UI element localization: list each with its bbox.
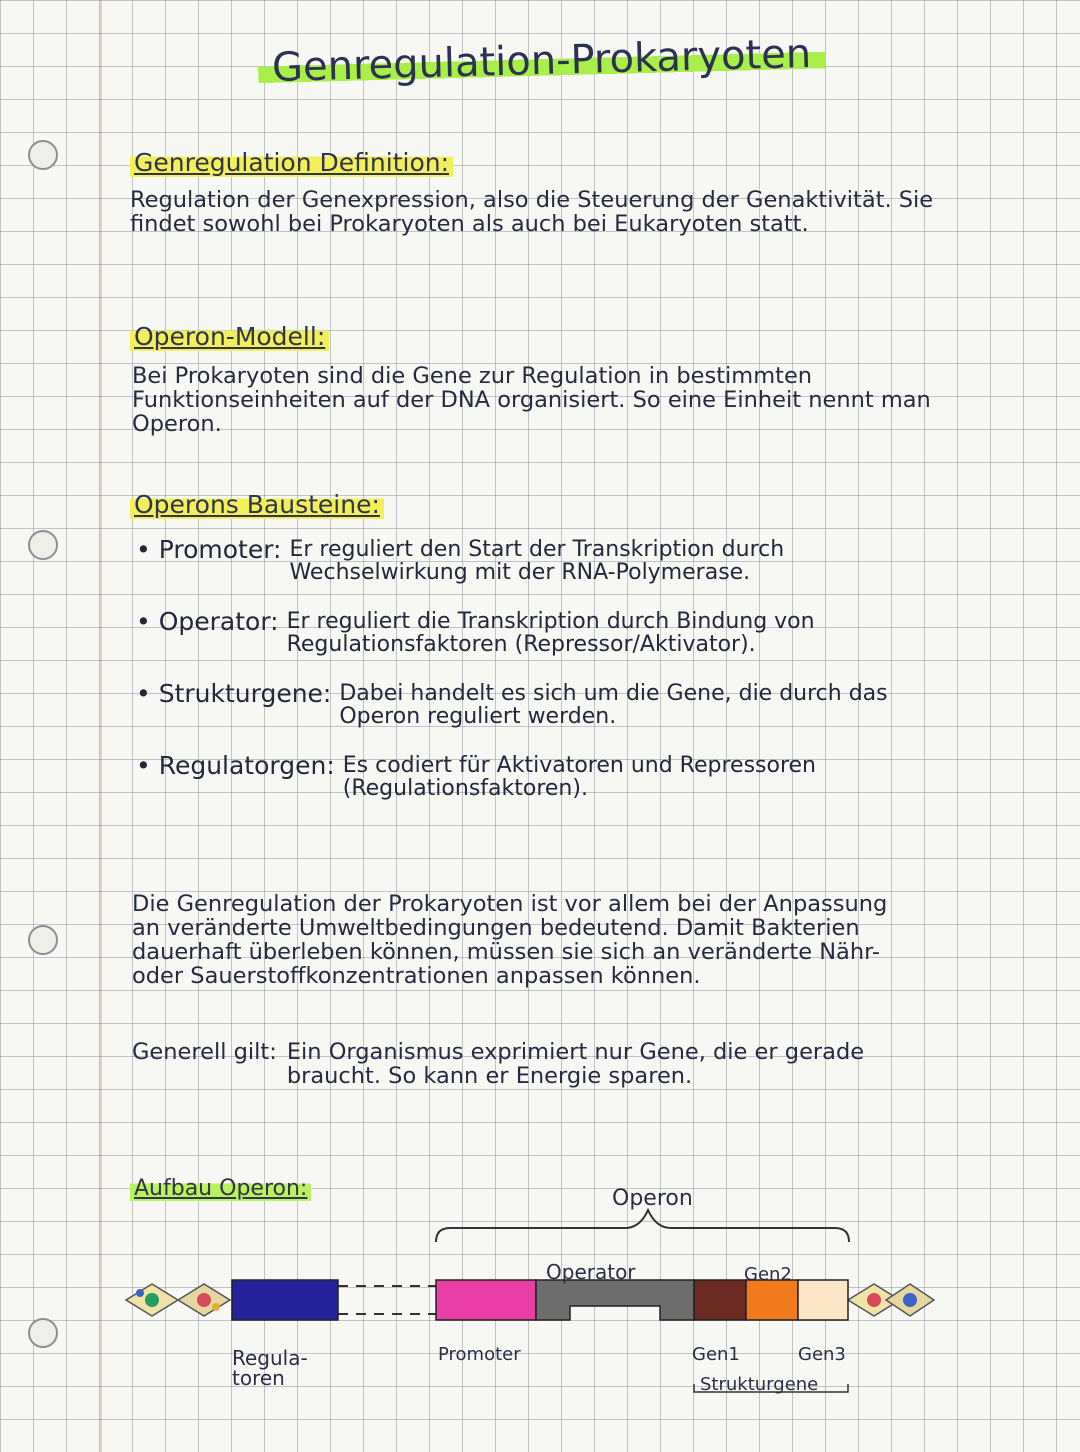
definition-text: Regulation der Genexpression, also die Steuerung der Genaktivität. Sie findet sowohl bei Prokaryoten als auch bei Eukaryoten statt. (130, 187, 934, 237)
label-gen3: Gen3 (798, 1344, 846, 1365)
text-regulatorgen: Es codiert für Aktivatoren und Repressoren (Regulationsfaktoren). (342, 753, 816, 801)
paragraph-general (132, 1040, 922, 1088)
list-item (136, 607, 956, 657)
text-strukturgene: Dabei handelt es sich um die Gene, die durch das Operon reguliert werden. (339, 681, 888, 729)
regulator-gene-segment (232, 1280, 338, 1320)
diagram-heading: Aufbau Operon: (130, 1176, 311, 1201)
label-gen1: Gen1 (692, 1344, 740, 1365)
gen2-segment (746, 1280, 798, 1320)
paragraph-adaptation: Die Genregulation der Prokaryoten ist vor allem bei der Anpassung an veränderte Umweltbedingungen bedeutend. Damit Bakterien dauerhaft überleben können, müssen sie sich an veränderte Nähr- oder Sauerstoffkonzentrationen anpassen können. (132, 891, 888, 989)
definition-heading: Genregulation Definition: (130, 148, 453, 177)
general-text: Ein Organismus exprimiert nur Gene, die er gerade braucht. So kann er Energie sparen. (286, 1039, 865, 1089)
label-strukturgene: Strukturgene (700, 1374, 819, 1395)
punch-hole (28, 530, 58, 560)
punch-hole (28, 1318, 58, 1348)
dna-helix-left (126, 1284, 230, 1316)
term-strukturgene: • Strukturgene: (136, 682, 339, 728)
components-heading: Operons Bausteine: (130, 490, 384, 519)
label-operator: Operator (546, 1260, 636, 1284)
term-operator: • Operator: (136, 610, 287, 656)
label-operon: Operon (612, 1186, 693, 1211)
term-regulatorgen: • Regulatorgen: (136, 754, 343, 800)
promoter-segment (436, 1280, 536, 1320)
list-item (136, 751, 956, 801)
operon-model-heading: Operon-Modell: (130, 322, 329, 351)
term-promoter: • Promoter: (136, 538, 289, 584)
operon-brace (436, 1210, 849, 1242)
gen3-segment (798, 1280, 848, 1320)
general-label: Generell gilt: (132, 1039, 277, 1065)
punch-hole (28, 140, 58, 170)
operon-model-text: Bei Prokaryoten sind die Gene zur Regulation in bestimmten Funktionseinheiten auf der DNA organisiert. So eine Einheit nennt man Operon. (132, 363, 931, 437)
gen1-segment (694, 1280, 746, 1320)
label-regulatoren: Regula-toren (232, 1346, 308, 1390)
list-item (136, 535, 956, 585)
label-promoter: Promoter (438, 1344, 521, 1365)
punch-hole (28, 925, 58, 955)
list-item (136, 679, 956, 729)
operator-segment (536, 1280, 694, 1320)
text-promoter: Er reguliert den Start der Transkription durch Wechselwirkung mit der RNA-Polymerase. (289, 537, 785, 585)
components-list (136, 535, 956, 826)
text-operator: Er reguliert die Transkription durch Bindung von Regulationsfaktoren (Repressor/Aktivator). (286, 609, 815, 657)
label-gen2: Gen2 (744, 1264, 792, 1285)
dna-helix-right (848, 1284, 934, 1316)
page-title: Genregulation-Prokaryoten (257, 31, 825, 92)
margin-line (100, 0, 102, 1452)
